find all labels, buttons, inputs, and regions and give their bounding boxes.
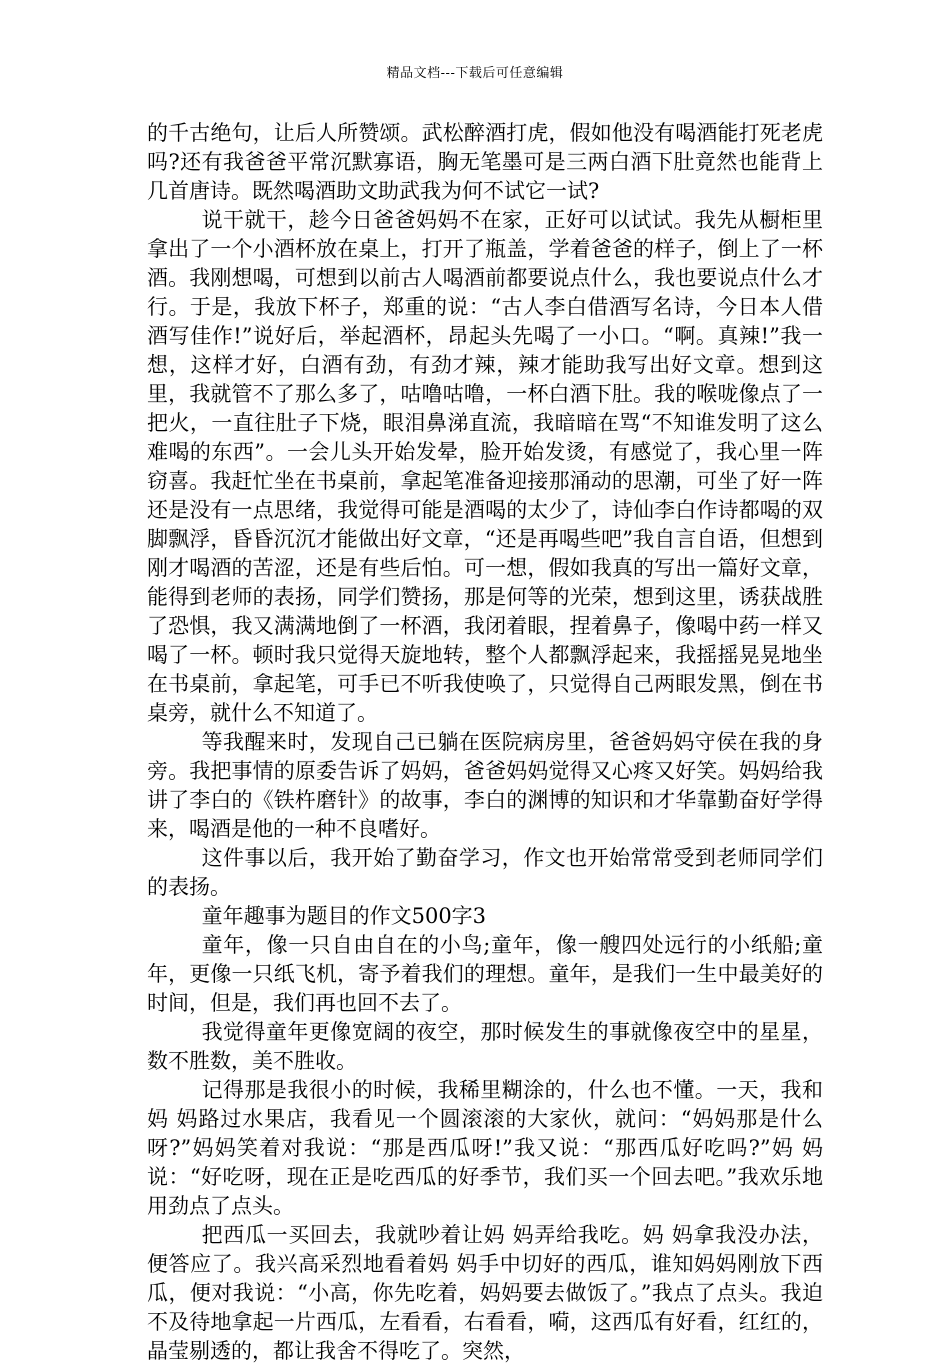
document-body xyxy=(147,119,823,1366)
paragraph: 把西瓜一买回去，我就吵着让妈 妈弄给我吃。妈 妈拿我没办法，便答应了。我兴高采烈地看着妈 妈手中切好的西瓜，谁知妈妈刚放下西瓜，便对我说：“小高，你先吃着，妈妈要去做饭了。”我点了点头。我迫不及待地拿起一片西瓜，左看看，右看看，嗬，这西瓜有好看，红红的，晶莹剔透的，都让我舍不得吃了。突然， xyxy=(147,1223,823,1363)
paragraph: 说干就干，趁今日爸爸妈妈不在家，正好可以试试。我先从橱柜里拿出了一个小酒杯放在桌上，打开了瓶盖，学着爸爸的样子，倒上了一杯酒。我刚想喝，可想到以前古人喝酒前都要说点什么，我也要说点什么才行。于是，我放下杯子，郑重的说：“古人李白借酒写名诗，今日本人借酒写佳作!”说好后，举起酒杯，昂起头先喝了一小口。“啊。真辣!”我一想，这样才好，白酒有劲，有劲才辣，辣才能助我写出好文章。想到这里，我就管不了那么多了，咕噜咕噜，一杯白酒下肚。我的喉咙像点了一把火，一直往肚子下烧，眼泪鼻涕直流，我暗暗在骂“不知谁发明了这么难喝的东西”。一会儿头开始发晕，脸开始发烫，有感觉了，我心里一阵窃喜。我赶忙坐在书桌前，拿起笔准备迎接那涌动的思潮，可坐了好一阵还是没有一点思绪，我觉得可能是酒喝的太少了，诗仙李白作诗都喝的双脚飘浮，昏昏沉沉才能做出好文章，“还是再喝些吧”我自言自语，但想到刚才喝酒的苦涩，还是有些后怕。可一想，假如我真的写出一篇好文章，能得到老师的表扬，同学们赞扬，那是何等的光荣，想到这里，诱获战胜了恐惧，我又满满地倒了一杯酒，我闭着眼，捏着鼻子，像喝中药一样又喝了一杯。顿时我只觉得天旋地转，整个人都飘浮起来，我摇摇晃晃地坐在书桌前，拿起笔，可手已不听我使唤了，只觉得自己两眼发黑，倒在书桌旁，就什么不知道了。 xyxy=(147,208,823,725)
paragraph: 记得那是我很小的时候，我稀里糊涂的，什么也不懂。一天，我和妈 妈路过水果店，我看见一个圆滚滚的大家伙，就问：“妈妈那是什么呀?”妈妈笑着对我说：“那是西瓜呀!”我又说：“那西瓜好吃吗?”妈 妈说：“好吃呀，现在正是吃西瓜的好季节，我们买一个回去吧。”我欢乐地用劲点了点头。 xyxy=(147,1078,823,1218)
section-title: 童年趣事为题目的作文500字3 xyxy=(201,904,487,928)
paragraph: 我觉得童年更像宽阔的夜空，那时候发生的事就像夜空中的星星，数不胜数，美不胜收。 xyxy=(147,1020,823,1073)
paragraph: 的千古绝句，让后人所赞颂。武松醉酒打虎，假如他没有喝酒能打死老虎吗?还有我爸爸平常沉默寡语，胸无笔墨可是三两白酒下肚竟然也能背上几首唐诗。既然喝酒助文助武我为何不试它一试? xyxy=(147,121,823,203)
page-header: 精品文档---下载后可任意编辑 xyxy=(386,66,564,81)
paragraph: 等我醒来时，发现自己已躺在医院病房里，爸爸妈妈守侯在我的身旁。我把事情的原委告诉了妈妈，爸爸妈妈觉得又心疼又好笑。妈妈给我讲了李白的《铁杵磨针》的故事，李白的渊博的知识和才华靠勤奋好学得来，喝酒是他的一种不良嗜好。 xyxy=(147,730,823,841)
paragraph: 童年，像一只自由自在的小鸟;童年，像一艘四处远行的小纸船;童年，更像一只纸飞机，寄予着我们的理想。童年，是我们一生中最美好的时间，但是，我们再也回不去了。 xyxy=(147,933,823,1015)
paragraph: 这件事以后，我开始了勤奋学习，作文也开始常常受到老师同学们的表扬。 xyxy=(147,846,823,899)
